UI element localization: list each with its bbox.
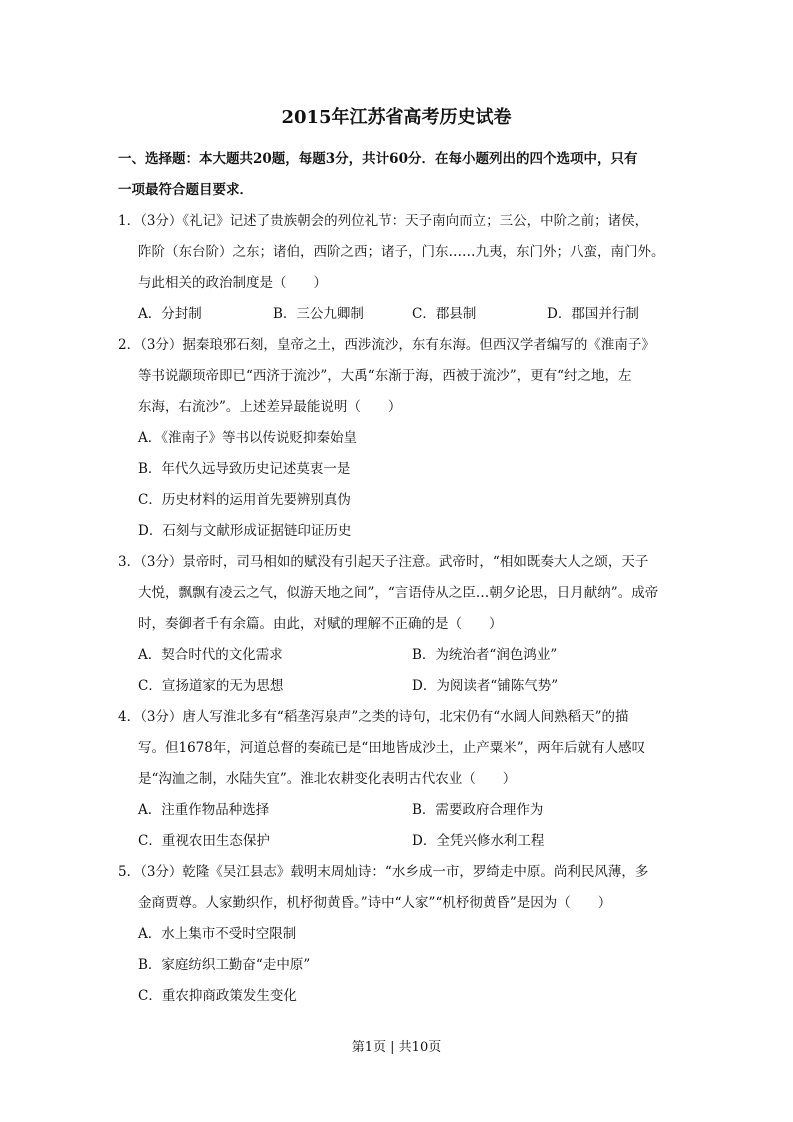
question-5-option-b: B．家庭纺织工勤奋“走中原” — [138, 957, 311, 973]
question-1-option-d: D．郡国并行制 — [547, 306, 639, 322]
section-instruction-line-1: 一、选择题：本大题共20题，每题3分，共计60分．在每小题列出的四个选项中，只有 — [118, 151, 638, 167]
question-3-option-b: B．为统治者“润色鸿业” — [412, 647, 558, 663]
question-4-line-3: 是“沟洫之制，水陆失宜”。淮北农耕变化表明古代农业（ ） — [138, 771, 517, 787]
question-4-option-a: A．注重作物品种选择 — [138, 802, 270, 818]
question-4-line-2: 写。但1678年，河道总督的奏疏已是“田地皆成沙土，止产粟米”，两年后就有人感叹 — [138, 740, 646, 756]
question-5-option-a: A．水上集市不受时空限制 — [138, 926, 297, 942]
question-2-option-c: C．历史材料的运用首先要辨别真伪 — [138, 492, 351, 508]
question-5-line-2: 金商贾尊。人家勤织作，机杼彻黄昏。”诗中“人家”“机杼彻黄昏”是因为（ ） — [138, 895, 612, 911]
question-3-option-a: A．契合时代的文化需求 — [138, 647, 283, 663]
question-3-option-d: D．为阅读者“铺陈气势” — [412, 678, 559, 694]
question-1-option-a: A．分封制 — [138, 306, 202, 322]
question-1-line-2: 阼阶（东台阶）之东；诸伯，西阶之西；诸子，门东……九夷，东门外；八蛮，南门外。 — [138, 244, 665, 260]
question-3-line-3: 时，奏御者千有余篇。由此，对赋的理解不正确的是（ ） — [138, 616, 503, 632]
question-1-option-b: B．三公九卿制 — [273, 306, 364, 322]
question-2-option-b: B．年代久远导致历史记述莫衷一是 — [138, 461, 351, 477]
page-title: 2015年江苏省高考历史试卷 — [281, 107, 512, 128]
question-4-line-1: 4．（3分）唐人写淮北多有“稻垄泻泉声”之类的诗句，北宋仍有“水阔人间熟稻天”的描 — [118, 709, 629, 725]
question-2-line-2: 等书说颛顼帝即已“西济于流沙”，大禹“东渐于海，西被于流沙”，更有“纣之地，左 — [138, 368, 632, 384]
question-3-line-1: 3．（3分）景帝时，司马相如的赋没有引起天子注意。武帝时，“相如既奏大人之颂，天子 — [118, 554, 649, 570]
question-5-line-1: 5．（3分）乾隆《吴江县志》载明末周灿诗：“水乡成一市，罗绮走中原。尚利民风薄，多 — [118, 864, 649, 880]
question-5-option-c: C．重农抑商政策发生变化 — [138, 988, 297, 1004]
question-4-option-c: C．重视农田生态保护 — [138, 833, 270, 849]
question-1-line-1: 1．（3分）《礼记》记述了贵族朝会的列位礼节：天子南向而立；三公，中阶之前；诸侯， — [118, 213, 649, 229]
question-1-option-c: C．郡县制 — [412, 306, 477, 322]
question-1-line-3: 与此相关的政治制度是（ ） — [138, 275, 327, 291]
question-4-option-d: D．全凭兴修水利工程 — [412, 833, 545, 849]
section-instruction-line-2: 一项最符合题目要求． — [118, 182, 253, 198]
question-2-option-d: D．石刻与文献形成证据链印证历史 — [138, 523, 352, 539]
question-3-option-c: C．宣扬道家的无为思想 — [138, 678, 284, 694]
question-2-line-1: 2．（3分）据秦琅邪石刻，皇帝之土，西涉流沙，东有东海。但西汉学者编写的《淮南子》 — [118, 337, 655, 353]
question-2-line-3: 东海，右流沙”。上述差异最能说明（ ） — [138, 399, 402, 415]
question-4-option-b: B．需要政府合理作为 — [412, 802, 544, 818]
question-2-option-a: A．《淮南子》等书以传说贬抑秦始皇 — [138, 430, 357, 446]
page-footer: 第1页 | 共10页 — [351, 1040, 442, 1055]
question-3-line-2: 大悦，飘飘有凌云之气，似游天地之间”，“言语侍从之臣…朝夕论思，日月献纳”。成帝 — [138, 585, 659, 601]
